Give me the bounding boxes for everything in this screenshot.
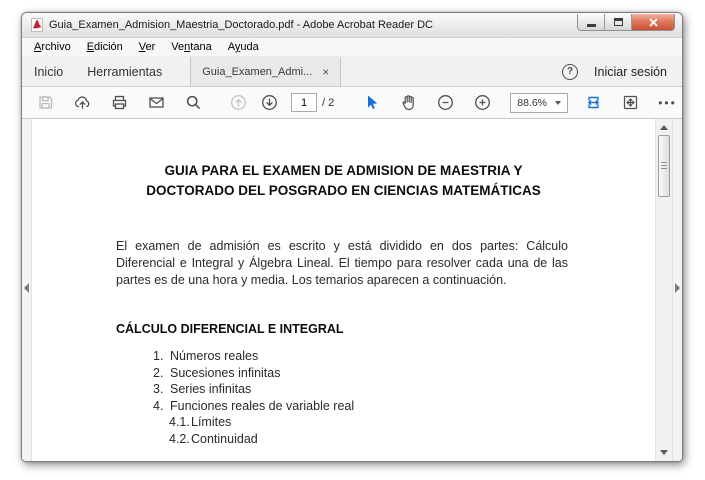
fit-page-icon[interactable] <box>621 93 640 112</box>
previous-page-icon[interactable] <box>229 93 248 112</box>
scroll-down-button[interactable] <box>656 445 672 460</box>
zoom-level-dropdown[interactable] <box>510 93 568 113</box>
toolbar <box>22 87 682 119</box>
scrollbar-grip <box>661 162 667 170</box>
acrobat-window <box>21 12 683 462</box>
tab-document[interactable] <box>190 57 341 86</box>
minimize-button[interactable] <box>578 14 605 30</box>
pdf-document-title: GUIA PARA EL EXAMEN DE ADMISION DE MAESTRIA Y DOCTORADO DEL POSGRADO EN CIENCIAS MATEMÁTICAS <box>146 163 541 198</box>
tab-herramientas[interactable]: Herramientas <box>87 64 163 79</box>
vertical-scrollbar[interactable] <box>655 119 672 461</box>
scroll-down-icon <box>660 450 668 455</box>
page-total-label: / 2 <box>322 96 335 109</box>
chevron-down-icon <box>555 101 561 105</box>
open-right-pane-icon[interactable] <box>675 283 680 293</box>
pdf-intro-paragraph: El examen de admisión es escrito y está dividido en dos partes: Cálculo Diferencial e Integral y Álgebra Lineal. El tiempo para resolver cada una de las partes es de una hora y media. Los temarios aparecen a continuación. <box>116 239 568 287</box>
close-button[interactable] <box>632 14 674 30</box>
hand-tool-icon[interactable] <box>399 93 418 112</box>
minimize-icon <box>587 24 596 27</box>
menu-ventana[interactable]: Ventana <box>171 41 212 53</box>
next-page-icon[interactable] <box>260 93 279 112</box>
list-subitem: 4.2. Continuidad <box>169 431 258 446</box>
share-cloud-upload-icon[interactable] <box>73 93 92 112</box>
more-tools-icon[interactable]: ••• <box>658 95 677 110</box>
menu-ayuda[interactable]: Ayuda <box>227 41 259 53</box>
fit-width-icon[interactable] <box>584 93 603 112</box>
zoom-in-icon[interactable] <box>473 93 492 112</box>
help-icon[interactable]: ? <box>562 64 578 80</box>
title-bar[interactable] <box>22 13 682 38</box>
document-tab-label: Guia_Examen_Admi... <box>202 65 313 78</box>
email-icon[interactable] <box>147 93 166 112</box>
list-item: 1. Números reales <box>153 349 259 363</box>
save-icon[interactable] <box>36 93 55 112</box>
pdf-section-heading: CÁLCULO DIFERENCIAL E INTEGRAL <box>116 322 344 336</box>
list-item: 3. Series infinitas <box>153 382 252 396</box>
menu-bar <box>22 38 682 57</box>
menu-archivo[interactable]: Archivo <box>34 41 71 53</box>
sign-in-button[interactable]: Iniciar sesión <box>594 64 667 79</box>
tab-bar-spacer <box>341 57 562 86</box>
list-item: 2. Sucesiones infinitas <box>153 365 281 380</box>
tab-inicio[interactable]: Inicio <box>34 64 64 79</box>
list-subitem: 4.1. Límites <box>169 415 232 429</box>
open-left-pane-icon[interactable] <box>24 283 29 293</box>
search-icon[interactable] <box>184 93 203 112</box>
pdf-page[interactable] <box>32 119 655 461</box>
pdf-topic-list <box>153 348 655 447</box>
scroll-up-icon <box>660 125 668 130</box>
scroll-up-button[interactable] <box>656 120 672 135</box>
page-number-input[interactable] <box>291 93 317 112</box>
right-pane-strip <box>672 119 682 461</box>
document-area <box>22 119 682 461</box>
menu-ver[interactable]: Ver <box>138 41 156 53</box>
close-icon <box>649 18 658 27</box>
acrobat-pdf-icon <box>30 18 44 32</box>
zoom-out-icon[interactable] <box>436 93 455 112</box>
close-tab-icon[interactable]: × <box>322 64 330 79</box>
scrollbar-thumb[interactable] <box>658 135 670 197</box>
maximize-button[interactable] <box>605 14 632 30</box>
list-item: 4. Funciones reales de variable real <box>153 398 355 413</box>
select-tool-icon[interactable] <box>362 93 381 112</box>
window-title: Guia_Examen_Admision_Maestria_Doctorado.pdf - Adobe Acrobat Reader DC <box>49 19 433 31</box>
menu-edicion[interactable]: Edición <box>86 41 123 53</box>
tab-bar <box>22 57 682 87</box>
maximize-icon <box>614 18 623 26</box>
print-icon[interactable] <box>110 93 129 112</box>
window-controls <box>577 14 675 31</box>
zoom-level-value: 88.6% <box>517 96 548 109</box>
left-pane-strip <box>22 119 32 461</box>
